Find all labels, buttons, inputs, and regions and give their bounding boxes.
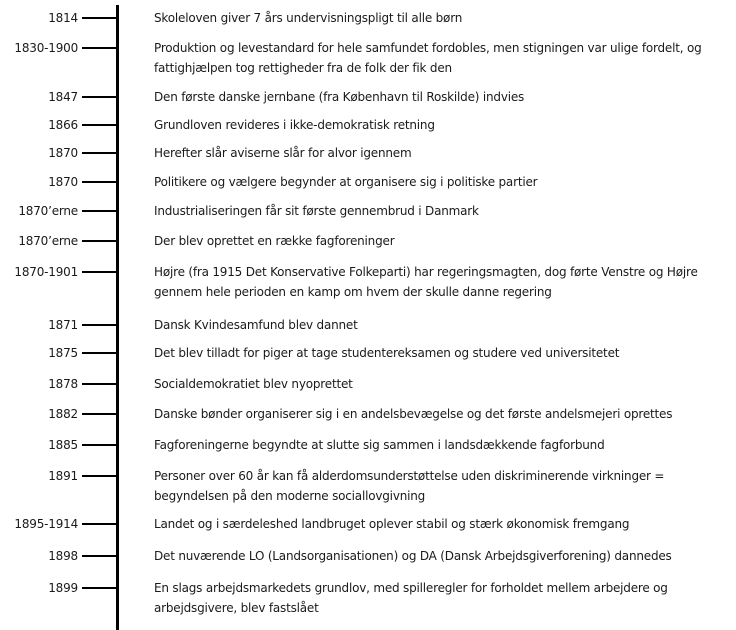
event-year: 1891 <box>48 469 78 483</box>
year-tick <box>82 210 119 212</box>
year-tick <box>82 17 119 19</box>
year-tick <box>82 152 119 154</box>
event-year: 1870’erne <box>18 204 78 218</box>
event-year: 1871 <box>48 318 78 332</box>
event-year: 1847 <box>48 90 78 104</box>
year-tick <box>82 555 119 557</box>
year-tick <box>82 413 119 415</box>
event-year: 1875 <box>48 346 78 360</box>
event-year: 1895-1914 <box>14 517 78 531</box>
event-year: 1882 <box>48 407 78 421</box>
year-tick <box>82 324 119 326</box>
event-year: 1870-1901 <box>14 265 78 279</box>
event-description: Højre (fra 1915 Det Konservative Folkeparti) har regeringsmagten, dog førte Venstre og Højre gennem hele perioden en kamp om hvem der skulle danne regering <box>154 265 698 299</box>
event-description: Grundloven revideres i ikke-demokratisk retning <box>154 118 435 132</box>
event-description: Herefter slår aviserne slår for alvor igennem <box>154 146 412 160</box>
event-year: 1878 <box>48 377 78 391</box>
year-tick <box>82 96 119 98</box>
event-year: 1814 <box>48 11 78 25</box>
event-year: 1870 <box>48 146 78 160</box>
event-description: Produktion og levestandard for hele samfundet fordobles, men stigningen var ulige fordelt, og fattighjælpen tog rettigheder fra de folk der fik den <box>154 41 702 75</box>
year-tick <box>82 444 119 446</box>
year-tick <box>82 523 119 525</box>
event-description: Det blev tilladt for piger at tage studentereksamen og studere ved universitetet <box>154 346 620 360</box>
year-tick <box>82 124 119 126</box>
event-description: Der blev oprettet en række fagforeninger <box>154 234 395 248</box>
event-year: 1830-1900 <box>14 41 78 55</box>
year-tick <box>82 47 119 49</box>
year-tick <box>82 383 119 385</box>
timeline-axis <box>116 5 119 630</box>
event-year: 1899 <box>48 581 78 595</box>
year-tick <box>82 352 119 354</box>
event-description: Det nuværende LO (Landsorganisationen) og DA (Dansk Arbejdsgiverforening) dannedes <box>154 549 672 563</box>
event-description: En slags arbejdsmarkedets grundlov, med spilleregler for forholdet mellem arbejdere og arbejdsgivere, blev fastslået <box>154 581 668 615</box>
event-year: 1870’erne <box>18 234 78 248</box>
event-year: 1866 <box>48 118 78 132</box>
event-year: 1870 <box>48 175 78 189</box>
event-year: 1898 <box>48 549 78 563</box>
year-tick <box>82 271 119 273</box>
event-description: Dansk Kvindesamfund blev dannet <box>154 318 358 332</box>
event-description: Den første danske jernbane (fra København til Roskilde) indvies <box>154 90 525 104</box>
event-description: Skoleloven giver 7 års undervisningspligt til alle børn <box>154 11 463 25</box>
event-description: Politikere og vælgere begynder at organisere sig i politiske partier <box>154 175 538 189</box>
event-description: Personer over 60 år kan få alderdomsunderstøttelse uden diskriminerende virkninger = begyndelsen på den moderne sociallovgivning <box>154 469 665 503</box>
event-description: Fagforeningerne begyndte at slutte sig sammen i landsdækkende fagforbund <box>154 438 605 452</box>
event-year: 1885 <box>48 438 78 452</box>
year-tick <box>82 240 119 242</box>
event-description: Danske bønder organiserer sig i en andelsbevægelse og det første andelsmejeri oprettes <box>154 407 673 421</box>
year-tick <box>82 587 119 589</box>
event-description: Landet og i særdeleshed landbruget oplever stabil og stærk økonomisk fremgang <box>154 517 630 531</box>
year-tick <box>82 181 119 183</box>
event-description: Industrialiseringen får sit første gennembrud i Danmark <box>154 204 479 218</box>
event-description: Socialdemokratiet blev nyoprettet <box>154 377 353 391</box>
year-tick <box>82 475 119 477</box>
